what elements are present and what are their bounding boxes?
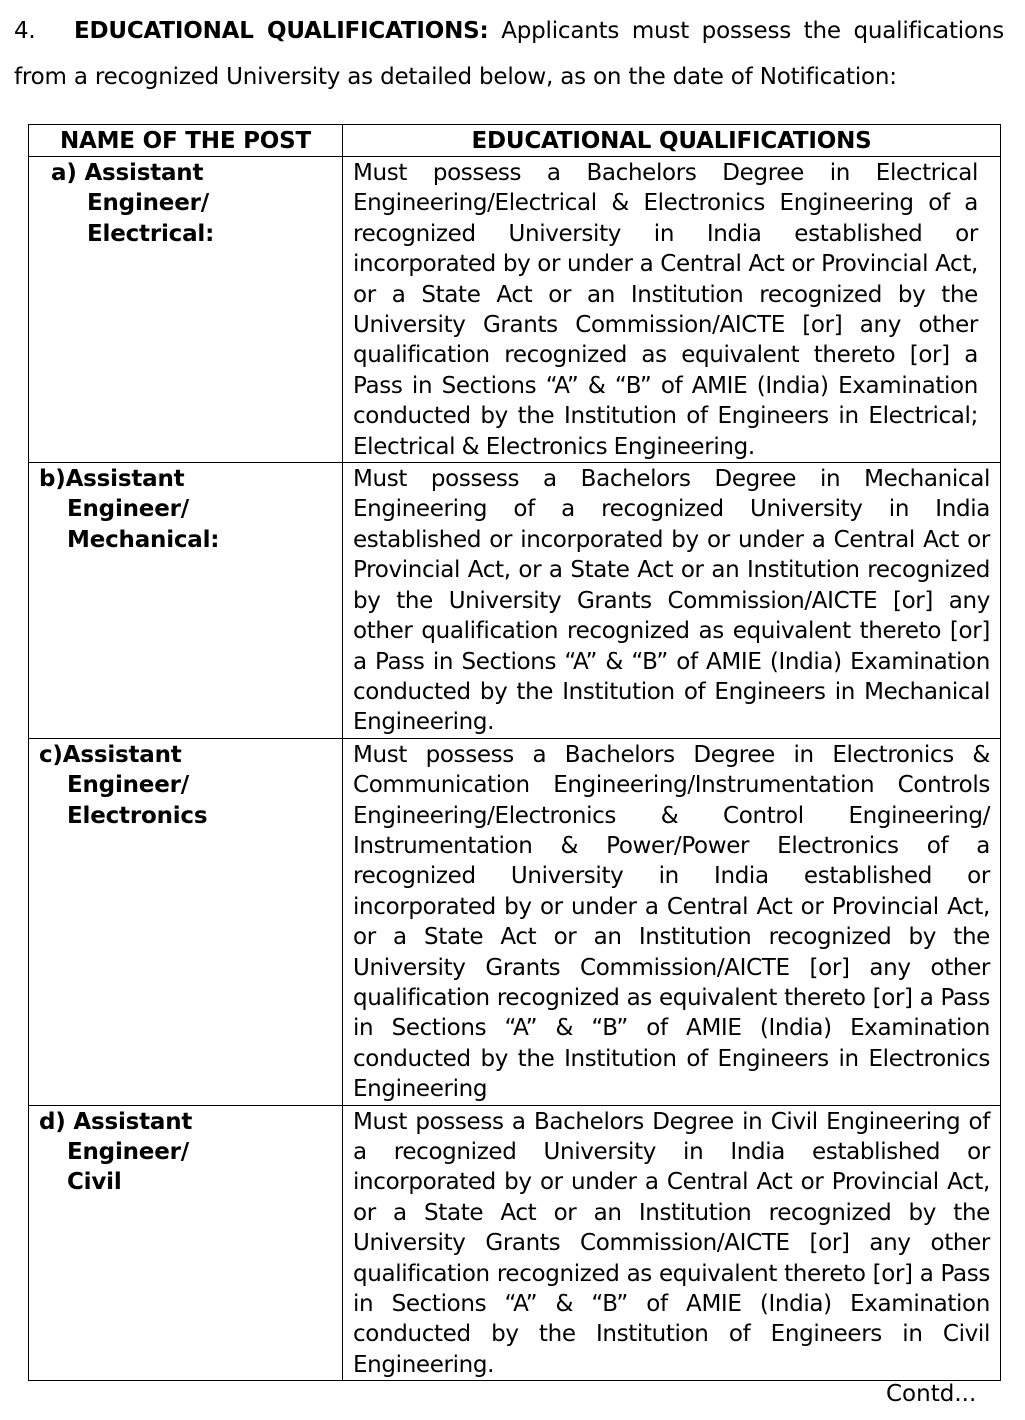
qualifications-table: [28, 124, 1001, 1381]
post-name-line: Engineer/: [67, 1139, 189, 1165]
table-header-row: [29, 125, 1001, 157]
qualification-cell: Must possess a Bachelors Degree in Mechanical Engineering of a recognized University in India established or incorporated by or under a Central Act or Provincial Act, or a State Act or an Institution recognized by the University Grants Commission/AICTE [or] any other qualification recognized as equivalent thereto [or] a Pass in Sections “A” & “B” of AMIE (India) Examination conducted by the Institution of Engineers in Mechanical Engineering.: [343, 463, 1001, 739]
table-row: [29, 463, 1001, 739]
section-intro: [14, 8, 1004, 100]
post-name-line: Electronics: [67, 802, 208, 829]
post-name-line: a) Assistant: [51, 160, 204, 186]
section-number: 4.: [14, 18, 36, 44]
post-name-cell: [29, 1105, 343, 1381]
post-name-cell: [29, 738, 343, 1105]
post-name-line: b)Assistant: [39, 466, 185, 493]
header-qualifications: EDUCATIONAL QUALIFICATIONS: [343, 125, 1001, 157]
continued-note: Contd...: [886, 1381, 977, 1407]
qualification-cell: Must possess a Bachelors Degree in Electrical Engineering/Electrical & Electronics Engineering of a recognized University in India established or incorporated by or under a Central Act or Provincial Act, or a State Act or an Institution recognized by the University Grants Commission/AICTE [or] any other qualification recognized as equivalent thereto [or] a Pass in Sections “A” & “B” of AMIE (India) Examination conducted by the Institution of Engineers in Electrical; Electrical & Electronics Engineering.: [343, 157, 1001, 463]
qualification-cell: Must possess a Bachelors Degree in Electronics & Communication Engineering/Instrumentation Controls Engineering/Electronics & Control Engineering/ Instrumentation & Power/Power Electronics of a recognized University in India established or incorporated by or under a Central Act or Provincial Act, or a State Act or an Institution recognized by the University Grants Commission/AICTE [or] any other qualification recognized as equivalent thereto [or] a Pass in Sections “A” & “B” of AMIE (India) Examination conducted by the Institution of Engineers in Electronics Engineering: [343, 738, 1001, 1105]
post-name-line: Engineer/: [67, 496, 189, 523]
post-name-line: Electrical:: [87, 220, 215, 247]
post-name-line: Engineer/: [87, 190, 209, 217]
section-intro-text: Applicants must possess the qualifications from a recognized University as detailed below, as on the date of Notification:: [14, 18, 1004, 90]
table-row: [29, 1105, 1001, 1381]
post-name-cell: [29, 157, 343, 463]
table-row: [29, 738, 1001, 1105]
post-name-line: Mechanical:: [67, 526, 220, 553]
post-name-line: Civil: [67, 1169, 122, 1196]
table-row: [29, 157, 1001, 463]
qualification-cell: Must possess a Bachelors Degree in Civil Engineering of a recognized University in India established or incorporated by or under a Central Act or Provincial Act, or a State Act or an Institution recognized by the University Grants Commission/AICTE [or] any other qualification recognized as equivalent thereto [or] a Pass in Sections “A” & “B” of AMIE (India) Examination conducted by the Institution of Engineers in Civil Engineering.: [343, 1105, 1001, 1381]
post-name-line: Engineer/: [67, 772, 189, 799]
post-name-line: d) Assistant: [39, 1108, 193, 1135]
post-name-line: c)Assistant: [39, 741, 182, 768]
post-name-cell: [29, 463, 343, 739]
header-post-name: NAME OF THE POST: [29, 125, 343, 157]
section-heading: EDUCATIONAL QUALIFICATIONS:: [74, 18, 489, 44]
